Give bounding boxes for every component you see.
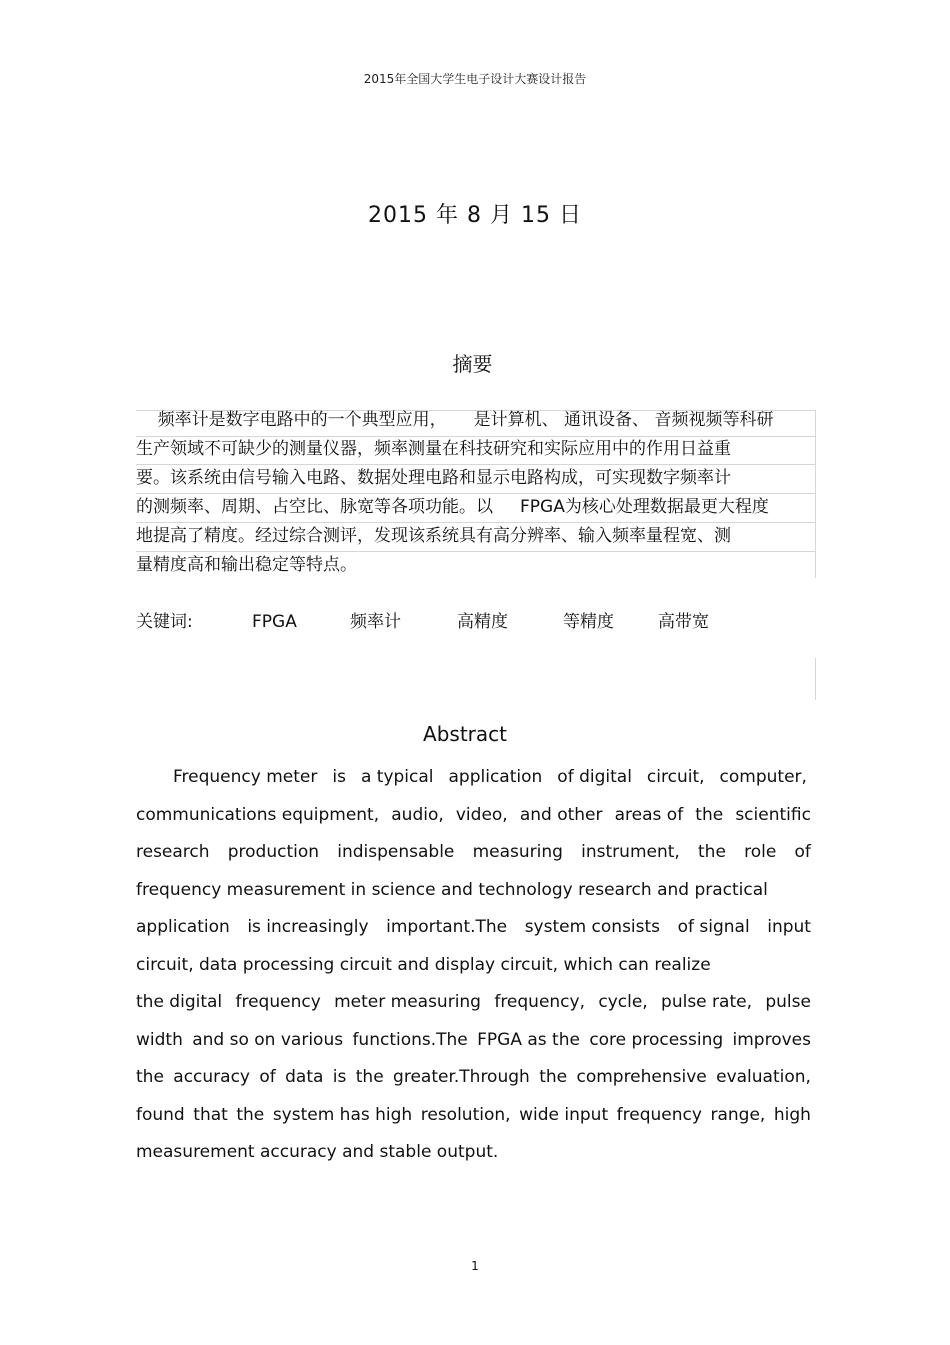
abstract-en-word: system consists bbox=[524, 917, 661, 937]
abstract-en-word: video, bbox=[455, 804, 508, 825]
divider bbox=[815, 658, 816, 700]
abstract-en-word: is bbox=[332, 1067, 347, 1087]
abstract-en-word: and other bbox=[519, 804, 603, 825]
abstract-en-word: accuracy bbox=[173, 1067, 250, 1087]
abstract-en-word: pulse bbox=[765, 992, 811, 1012]
abstract-en-word: indispensable bbox=[337, 842, 455, 862]
abstract-en-word: functions.The bbox=[352, 1029, 468, 1050]
abstract-en-word: production bbox=[227, 842, 320, 862]
keyword: FPGA bbox=[252, 612, 297, 632]
abstract-en-word: resolution, bbox=[420, 1104, 511, 1125]
abstract-zh-line: 生产领域不可缺少的测量仪器，频率测量在科技研究和实际应用中的作用日益重 bbox=[136, 439, 731, 459]
abstract-en-word: and so on various bbox=[192, 1029, 344, 1050]
abstract-en-word: is bbox=[332, 767, 346, 787]
abstract-en-word: audio, bbox=[391, 804, 444, 825]
keyword: 高带宽 bbox=[658, 612, 709, 632]
abstract-en-word: the bbox=[355, 1067, 384, 1087]
abstract-en-word: that bbox=[193, 1104, 228, 1125]
abstract-en-line: circuit, data processing circuit and display circuit, which can realize bbox=[136, 954, 711, 975]
divider bbox=[136, 464, 816, 465]
abstract-en-word: wide input bbox=[519, 1104, 609, 1125]
abstract-en-word: the bbox=[698, 842, 726, 862]
abstract-en-line: frequency measurement in science and technology research and practical bbox=[136, 879, 768, 900]
abstract-zh-line: 要。该系统由信号输入电路、数据处理电路和显示电路构成，可实现数字频率计 bbox=[136, 468, 731, 488]
keyword: 频率计 bbox=[350, 612, 401, 632]
keyword: 高精度 bbox=[457, 612, 508, 632]
abstract-en-word: input bbox=[767, 917, 811, 937]
keywords-label: 关键词: bbox=[136, 612, 193, 632]
abstract-en-word: is increasingly bbox=[247, 917, 369, 937]
abstract-en-word: Frequency meter bbox=[173, 767, 318, 787]
abstract-en-line bbox=[136, 805, 811, 825]
abstract-zh-line: 的测频率、周期、占空比、脉宽等各项功能。以 FPGA为核心处理数据最更大程度 bbox=[136, 497, 769, 517]
abstract-en-title: Abstract bbox=[423, 722, 507, 746]
abstract-en-word: the bbox=[136, 1067, 164, 1087]
abstract-en-word: found bbox=[136, 1104, 185, 1125]
abstract-en-word: of bbox=[794, 842, 811, 862]
abstract-en-word: important.The bbox=[386, 917, 508, 937]
abstract-en-word: role bbox=[744, 842, 777, 862]
abstract-en-word: circuit, bbox=[646, 767, 705, 787]
abstract-zh-line: 地提高了精度。经过综合测评，发现该系统具有高分辨率、输入频率量程宽、测 bbox=[136, 526, 731, 546]
abstract-en-word: improves bbox=[732, 1029, 811, 1050]
abstract-en-word: research bbox=[136, 842, 210, 862]
abstract-en-word: scientific bbox=[735, 804, 811, 825]
abstract-en-word: areas of bbox=[614, 804, 684, 825]
page-header: 2015年全国大学生电子设计大赛设计报告 bbox=[363, 72, 587, 86]
abstract-en-word: frequency bbox=[616, 1104, 702, 1125]
abstract-en-word: the digital bbox=[136, 992, 223, 1012]
abstract-en-line bbox=[136, 917, 811, 937]
abstract-en-word: measuring bbox=[472, 842, 563, 862]
abstract-en-word: greater.Through bbox=[393, 1067, 530, 1087]
abstract-en-line bbox=[136, 1030, 811, 1050]
abstract-en-word: width bbox=[136, 1029, 183, 1050]
abstract-en-word: the bbox=[539, 1067, 568, 1087]
divider bbox=[136, 436, 816, 437]
page-number: 1 bbox=[471, 1259, 479, 1273]
abstract-en-line bbox=[136, 842, 811, 862]
abstract-en-word: application bbox=[136, 917, 230, 937]
report-date: 2015 年 8 月 15 日 bbox=[368, 203, 582, 228]
abstract-en-line bbox=[136, 1067, 811, 1087]
abstract-en-word: of signal bbox=[677, 917, 750, 937]
divider bbox=[815, 410, 816, 578]
abstract-en-line: measurement accuracy and stable output. bbox=[136, 1142, 499, 1162]
divider bbox=[136, 493, 816, 494]
abstract-en-word: data bbox=[285, 1067, 324, 1087]
abstract-zh-title: 摘要 bbox=[452, 352, 493, 376]
abstract-en-word: comprehensive bbox=[576, 1067, 707, 1087]
abstract-en-word: computer, bbox=[719, 767, 807, 787]
abstract-en-word: frequency bbox=[235, 992, 321, 1012]
abstract-en-word: a typical bbox=[360, 767, 434, 787]
abstract-en-word: system has high bbox=[272, 1104, 413, 1125]
abstract-en-word: of bbox=[259, 1067, 276, 1087]
abstract-en-line bbox=[136, 992, 811, 1012]
keyword: 等精度 bbox=[563, 612, 614, 632]
abstract-en-word: the bbox=[695, 804, 724, 825]
abstract-en-word: the bbox=[236, 1104, 265, 1125]
abstract-en-word: frequency, bbox=[494, 992, 585, 1012]
abstract-en-word: cycle, bbox=[598, 992, 648, 1012]
abstract-zh-line: 量精度高和输出稳定等特点。 bbox=[136, 555, 357, 575]
abstract-en-word: meter measuring bbox=[334, 992, 481, 1012]
abstract-en-word: evaluation, bbox=[716, 1067, 811, 1087]
abstract-en-word: application bbox=[448, 767, 543, 787]
abstract-en-word: pulse rate, bbox=[661, 992, 752, 1012]
abstract-en-word: high bbox=[773, 1104, 811, 1125]
abstract-en-word: FPGA as the bbox=[477, 1029, 580, 1050]
abstract-en-line bbox=[136, 1105, 811, 1125]
abstract-en-line bbox=[173, 767, 807, 787]
abstract-en-word: core processing bbox=[589, 1029, 724, 1050]
divider bbox=[136, 522, 816, 523]
divider bbox=[136, 551, 816, 552]
abstract-en-word: communications equipment, bbox=[136, 804, 380, 825]
abstract-en-word: range, bbox=[710, 1104, 766, 1125]
abstract-en-word: instrument, bbox=[581, 842, 680, 862]
abstract-zh-line: 频率计是数字电路中的一个典型应用， 是计算机、 通讯设备、 音频视频等科研 bbox=[136, 410, 774, 430]
abstract-en-word: of digital bbox=[557, 767, 632, 787]
